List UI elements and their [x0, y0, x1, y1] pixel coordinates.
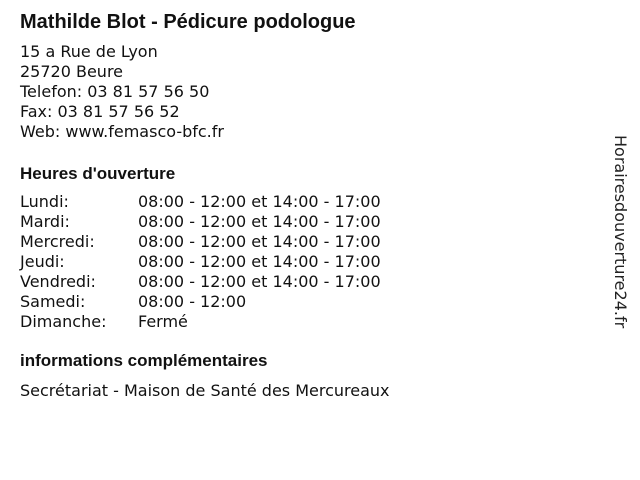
additional-info-heading: informations complémentaires: [20, 351, 268, 370]
additional-info-text: Secrétariat - Maison de Santé des Mercureaux: [20, 381, 390, 400]
time-value: 08:00 - 12:00: [138, 292, 247, 311]
address-block: [20, 42, 610, 142]
hours-row-sunday: [20, 312, 610, 332]
day-label: Samedi:: [20, 292, 86, 311]
street-address: 15 a Rue de Lyon: [20, 42, 158, 61]
phone-number[interactable]: Telefon: 03 81 57 56 50: [20, 82, 210, 101]
time-value: 08:00 - 12:00 et 14:00 - 17:00: [138, 212, 381, 231]
fax-number: Fax: 03 81 57 56 52: [20, 102, 180, 121]
day-label: Lundi:: [20, 192, 69, 211]
hours-row-monday: [20, 192, 610, 212]
time-value: Fermé: [138, 312, 188, 331]
city-address: 25720 Beure: [20, 62, 124, 81]
hours-row-saturday: [20, 292, 610, 312]
hours-row-thursday: [20, 252, 610, 272]
page-title: Mathilde Blot - Pédicure podologue: [20, 11, 356, 33]
time-value: 08:00 - 12:00 et 14:00 - 17:00: [138, 232, 381, 251]
website-link[interactable]: Web: www.femasco-bfc.fr: [20, 122, 224, 141]
side-brand-label: Horairesdouverture24.fr: [611, 135, 630, 329]
side-brand-watermark: [600, 135, 640, 375]
hours-row-wednesday: [20, 232, 610, 252]
time-value: 08:00 - 12:00 et 14:00 - 17:00: [138, 192, 381, 211]
day-label: Dimanche:: [20, 312, 107, 331]
day-label: Vendredi:: [20, 272, 96, 291]
time-value: 08:00 - 12:00 et 14:00 - 17:00: [138, 252, 381, 271]
opening-hours-list: [20, 192, 610, 332]
day-label: Mercredi:: [20, 232, 95, 251]
day-label: Mardi:: [20, 212, 70, 231]
business-details: [20, 10, 610, 401]
hours-row-friday: [20, 272, 610, 292]
opening-hours-heading: Heures d'ouverture: [20, 164, 176, 183]
day-label: Jeudi:: [20, 252, 65, 271]
hours-row-tuesday: [20, 212, 610, 232]
time-value: 08:00 - 12:00 et 14:00 - 17:00: [138, 272, 381, 291]
